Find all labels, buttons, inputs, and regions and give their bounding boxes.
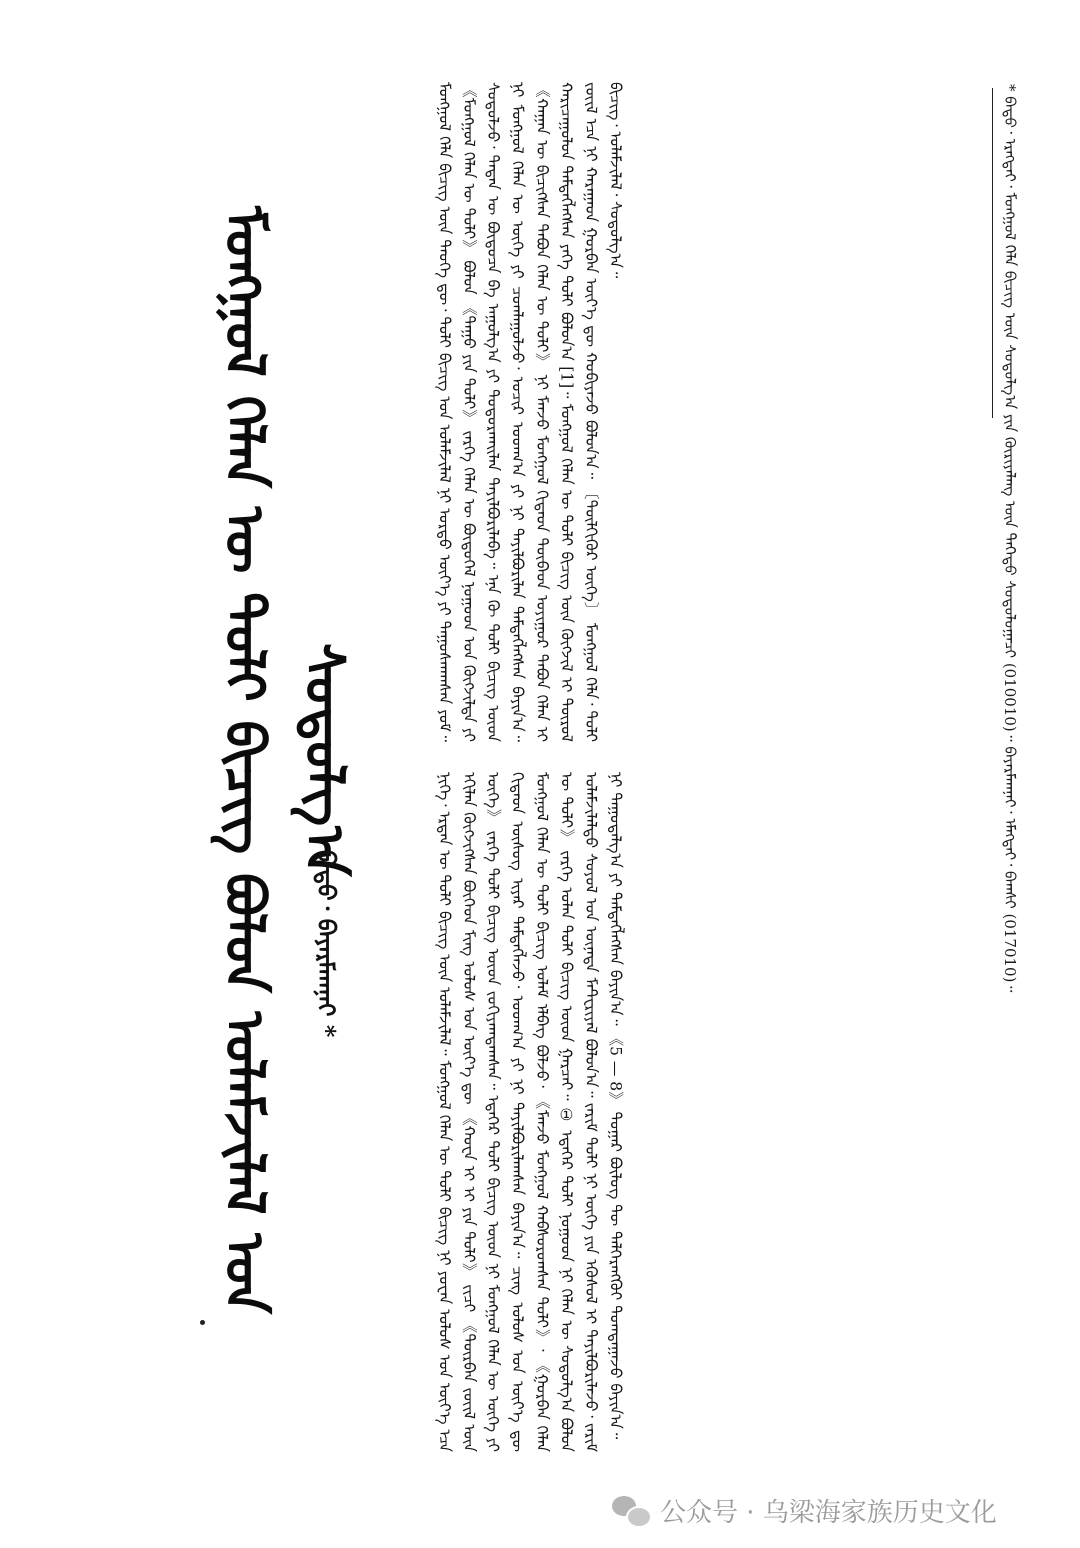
stray-dot [200,1320,205,1325]
footnote-divider [992,88,993,418]
watermark [612,1490,997,1530]
article-title: ᠮᠣᠩᠭᠣᠯ ᠬᠡᠯᠡᠨ ᠦ ᠲᠣᠯᠢ ᠪᠢᠴᠢᠭ ᠪᠣᠯᠤᠨ ᠤᠯᠠᠮᠵᠢᠯᠠᠯ ᠤᠨ ᠰᠤᠳᠤᠯᠭ᠎ᠠ [213,206,357,1314]
wechat-icon [612,1494,650,1526]
author-name: ᠪᠠᠲᠤ᠂ ᠪᠠᠶᠠᠷᠮᠠᠭᠨᠠᠢ * [312,850,341,1038]
body-text-lower: ᠨᠢᠭᠡ᠂ ᠡᠷᠲᠡᠨ ᠦ ᠲᠣᠯᠢ ᠪᠢᠴᠢᠭ ᠦᠨ ᠤᠯᠠᠮᠵᠢᠯᠠᠯ᠃ ᠮᠣᠩᠭᠣᠯ ᠬᠡᠯᠡᠨ ᠦ ᠲᠣᠯᠢ ᠪᠢᠴᠢᠭ ᠨᠢ ᠶᠤᠸᠠᠨ ᠤᠯᠤᠰ ᠤᠨ ᠦᠶ᠎ᠡ ᠡᠴᠡ ᠡᠬᠢᠯᠡᠨ ᠬᠥᠭᠵᠢᠭᠰᠡᠨ ᠪᠥᠭᠡᠳ ᠮᠢᠩ ᠤᠯᠤᠰ ᠤᠨ ᠦᠶ᠎ᠡ ᠳᠦ 《ᠬᠤᠸᠠ ᠢ ᠢ ᠶᠢᠨ ᠲᠣᠯᠢ》 ᠵᠢᠴᠢ 《ᠳᠥᠷᠪᠡᠨ ᠵᠦᠢᠯ ᠦᠨ ᠦᠭᠡ》 ᠵᠡᠷᠭᠡ ᠲᠣᠯᠢ ᠪᠢᠴᠢᠭ ᠦᠳ ᠵᠣᠬᠢᠶᠠᠭᠳᠠᠭᠰᠠᠨ᠃ ᠡᠳᠡᠭᠡᠷ ᠲᠣᠯᠢ ᠪᠢᠴᠢᠭ ᠦᠳ ᠨᠢ ᠮᠣᠩᠭᠣᠯ ᠬᠡᠯᠡᠨ ᠦ ᠦᠭᠡ ᠶᠢ ᠬᠢᠲᠠᠳ ᠦᠰᠦᠭ ᠢᠶᠡᠷ ᠲᠡᠮᠳᠡᠭᠯᠡᠵᠦ᠂ ᠤᠳᠬ᠎ᠠ ᠶᠢ ᠨᠢ ᠲᠠᠶᠢᠯᠪᠤᠷᠢᠯᠠᠭᠰᠠᠨ ᠪᠠᠶᠢᠨ᠎ᠠ᠃ ᠴᠢᠩ ᠤᠯᠤᠰ ᠤᠨ ᠦᠶ᠎ᠡ ᠳᠦ ᠮᠣᠩᠭᠣᠯ ᠬᠡᠯᠡᠨ ᠦ ᠲᠣᠯᠢ ᠪᠢᠴᠢᠭ ᠤᠯᠠᠮ ᠡᠯᠪᠡᠭ ᠪᠣᠯᠵᠤ᠂ 《ᠮᠠᠨᠵᠤ ᠮᠣᠩᠭᠣᠯ ᠬᠠᠪᠰᠤᠷᠤᠭᠰᠠᠨ ᠲᠣᠯᠢ》᠂ 《ᠭᠤᠷᠪᠠᠨ ᠬᠡᠯᠡᠨ ᠦ ᠲᠣᠯᠢ》 ᠵᠡᠷᠭᠡ ᠣᠯᠠᠨ ᠲᠣᠯᠢ ᠪᠢᠴᠢᠭ ᠦᠳ ᠭᠠᠷᠴᠠᠢ᠃ ① ᠡᠳᠡᠭᠡᠷ ᠲᠣᠯᠢ ᠨᠤᠭᠤᠳ ᠨᠢ ᠬᠡᠯᠡᠨ ᠦ ᠰᠤᠳᠤᠯᠭ᠎ᠠ ᠪᠣᠯᠤᠨ ᠤᠯᠠᠮᠵᠢᠯᠠᠯᠲᠤ ᠰᠣᠶᠣᠯ ᠤᠨ ᠦᠨᠡᠲᠡ ᠮᠠᠲ᠋ᠧᠷᠢᠶᠠᠯ ᠪᠣᠯᠤᠨ᠎ᠠ᠃ ᠵᠠᠷᠢᠮ ᠲᠣᠯᠢ ᠨᠢ ᠦᠭᠡ ᠶᠢᠨ ᠡᠭᠦᠰᠦᠯ ᠢ ᠲᠠᠶᠢᠯᠪᠤᠷᠢᠯᠠᠵᠤ᠂ ᠵᠠᠷᠢᠮ ᠨᠢ ᠳᠠᠭᠤᠳᠠᠯᠭ᠎ᠠ ᠶᠢ ᠲᠡᠮᠳᠡᠭᠯᠡᠭᠰᠡᠨ ᠪᠠᠶᠢᠨ᠎ᠠ᠃ 《5 — 8》 ᠳᠤᠭᠠᠷ ᠪᠦᠯᠦᠭ ᠲᠦ ᠳᠡᠯᠭᠡᠷᠡᠩᠭᠦᠢ ᠲᠣᠭᠲᠠᠭᠠᠵᠤ ᠪᠠᠶᠢᠨ᠎ᠠ᠃ [435,772,625,1452]
body-text-upper: ᠮᠣᠩᠭᠣᠯ ᠬᠡᠯᠡ ᠪᠢᠴᠢᠭ ᠦᠨ ᠲᠡᠦᠬᠡ ᠳᠦ᠂ ᠲᠣᠯᠢ ᠪᠢᠴᠢᠭ ᠤᠨ ᠤᠯᠠᠮᠵᠢᠯᠠᠯ ᠨᠢ ᠤᠷᠲᠤ ᠦᠶ᠎ᠡ ᠶᠢ ᠳᠠᠭᠤᠰᠬᠠᠭᠰᠠᠨ ᠶᠤᠮ᠃ 《ᠮᠣᠩᠭᠣᠯ ᠬᠡᠯᠡᠨ ᠦ ᠲᠣᠯᠢ》 ᠪᠣᠯᠤᠨ 《ᠳᠠᠭᠤ ᠶᠢᠨ ᠲᠣᠯᠢ》 ᠵᠡᠷᠭᠡ ᠬᠡᠯᠡᠨ ᠦ ᠪᠦᠲᠦᠭᠡᠯ ᠨᠤᠭᠤᠳ ᠤᠨ ᠬᠥᠭᠵᠢᠯᠲᠡ ᠶᠢ ᠰᠤᠳᠤᠯᠵᠤ᠂ ᠲᠡᠳᠡᠨ ᠦ ᠪᠦᠲᠦᠴᠡ ᠪᠠ ᠠᠭᠤᠯᠭ᠎ᠠ ᠶᠢ ᠲᠣᠳᠤᠷᠬᠠᠢᠯᠠᠨ ᠲᠠᠶᠢᠯᠪᠤᠷᠢᠯᠠᠪᠠ᠃ ᠡᠨᠡ ᠬᠦ ᠲᠣᠯᠢ ᠪᠢᠴᠢᠭ ᠦᠳ ᠨᠢ ᠮᠣᠩᠭᠣᠯ ᠬᠡᠯᠡᠨ ᠦ ᠦᠭᠡ ᠶᠢ ᠴᠤᠭᠯᠠᠭᠤᠯᠵᠤ᠂ ᠤᠴᠢᠷ ᠤᠳᠬ᠎ᠠ ᠶᠢ ᠨᠢ ᠲᠠᠶᠢᠯᠪᠤᠷᠢᠯᠠᠨ ᠲᠡᠮᠳᠡᠭᠯᠡᠭᠰᠡᠨ ᠪᠠᠶᠢᠨ᠎ᠠ᠃ 《ᠬᠠᠭᠠᠨ ᠦ ᠪᠢᠴᠢᠭᠰᠡᠨ ᠲᠠᠪᠤᠨ ᠬᠡᠯᠡᠨ ᠦ ᠲᠣᠯᠢ》 ᠨᠢ ᠮᠠᠨᠵᠤ ᠮᠣᠩᠭᠣᠯ ᠬᠢᠲᠠᠳ ᠲᠥᠪᠡᠳ ᠤᠶᠢᠭᠤᠷ ᠲᠠᠪᠤᠨ ᠬᠡᠯᠡᠨ ᠢ ᠬᠠᠷᠢᠴᠠᠭᠤᠯᠤᠨ ᠲᠡᠮᠳᠡᠭᠯᠡᠭᠰᠡᠨ ᠶᠡᠬᠡ ᠲᠣᠯᠢ ᠪᠣᠯᠤᠨ᠎ᠠ [1]᠃ ᠮᠣᠩᠭᠣᠯ ᠬᠡᠯᠡᠨ ᠦ ᠲᠣᠯᠢ ᠪᠢᠴᠢᠭ ᠦᠨ ᠬᠦᠭᠵᠢᠯ ᠢ ᠲᠥᠷᠥᠯ ᠵᠦᠢᠯ ᠡᠴᠡ ᠨᠢ ᠬᠠᠷᠠᠭᠠᠳ ᠭᠤᠷᠪᠠᠨ ᠦᠶ᠎ᠡ ᠳᠦ ᠬᠤᠪᠢᠶᠠᠵᠤ ᠪᠣᠯᠤᠨ᠎ᠠ᠃ 〔ᠲᠦᠯᠬᠢᠭᠦᠷ ᠦᠭᠡ〕 ᠮᠣᠩᠭᠣᠯ ᠬᠡᠯᠡ᠂ ᠲᠣᠯᠢ ᠪᠢᠴᠢᠭ᠂ ᠤᠯᠠᠮᠵᠢᠯᠠᠯ᠂ ᠰᠤᠳᠤᠯᠭ᠎ᠠ᠃ [435,82,625,742]
watermark-text: 公众号 · 乌梁海家族历史文化 [660,1497,997,1528]
footnote: * ᠪᠠᠲᠤ᠂ ᠡᠷᠡᠭᠲᠡᠢ᠂ ᠮᠣᠩᠭᠣᠯ ᠬᠡᠯᠡ ᠪᠢᠴᠢᠭ ᠦᠨ ᠰᠤᠳᠤᠯᠭ᠎ᠠ ᠶᠢᠨ ᠬᠦᠷᠢᠶᠡᠯᠡᠩ ᠦᠨ ᠳᠡᠭᠡᠳᠦ ᠰᠤᠳᠤᠯᠤᠭᠠᠴᠢ (010010)᠃ ᠪᠠᠶᠠᠷᠮᠠᠭᠨᠠᠢ᠂ ᠡᠮᠡᠭᠲᠡᠢ᠂ ᠪᠠᠭᠰᠢ (017010)᠃ [1001,84,1019,993]
